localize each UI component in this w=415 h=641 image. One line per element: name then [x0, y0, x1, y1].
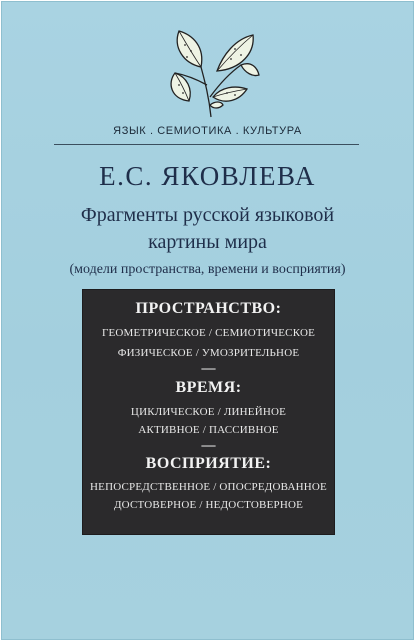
section-space-line-1: ГЕОМЕТРИЧЕСКОЕ / СЕМИОТИЧЕСКОЕ — [101, 327, 316, 339]
section-space-line-2: ФИЗИЧЕСКОЕ / УМОЗРИТЕЛЬНОЕ — [117, 347, 300, 359]
leaf-branch-icon — [161, 27, 261, 119]
separator-dash-2: — — [201, 438, 216, 453]
section-time-line-1: ЦИКЛИЧЕСКОЕ / ЛИНЕЙНОЕ — [130, 406, 287, 418]
section-heading-space: ПРОСТРАНСТВО: — [135, 300, 282, 317]
section-perception-line-2: ДОСТОВЕРНОЕ / НЕДОСТОВЕРНОЕ — [113, 499, 304, 511]
book-cover — [1, 1, 414, 640]
author-name: Е.С. ЯКОВЛЕВА — [99, 161, 316, 191]
series-divider — [54, 144, 359, 145]
contents-panel — [83, 290, 334, 534]
book-title-line-2: картины мира — [148, 231, 267, 253]
series-name: ЯЗЫК . СЕМИОТИКА . КУЛЬТУРА — [113, 125, 302, 137]
section-time-line-2: АКТИВНОЕ / ПАССИВНОЕ — [138, 424, 279, 436]
section-heading-time: ВРЕМЯ: — [175, 379, 242, 396]
book-title-line-1: Фрагменты русской языковой — [80, 204, 335, 226]
section-perception-line-1: НЕПОСРЕДСТВЕННОЕ / ОПОСРЕДОВАННОЕ — [90, 481, 327, 493]
book-subtitle: (модели пространства, времени и восприятия) — [69, 262, 346, 277]
separator-dash-1: — — [201, 361, 216, 376]
section-heading-perception: ВОСПРИЯТИЕ: — [145, 455, 272, 472]
